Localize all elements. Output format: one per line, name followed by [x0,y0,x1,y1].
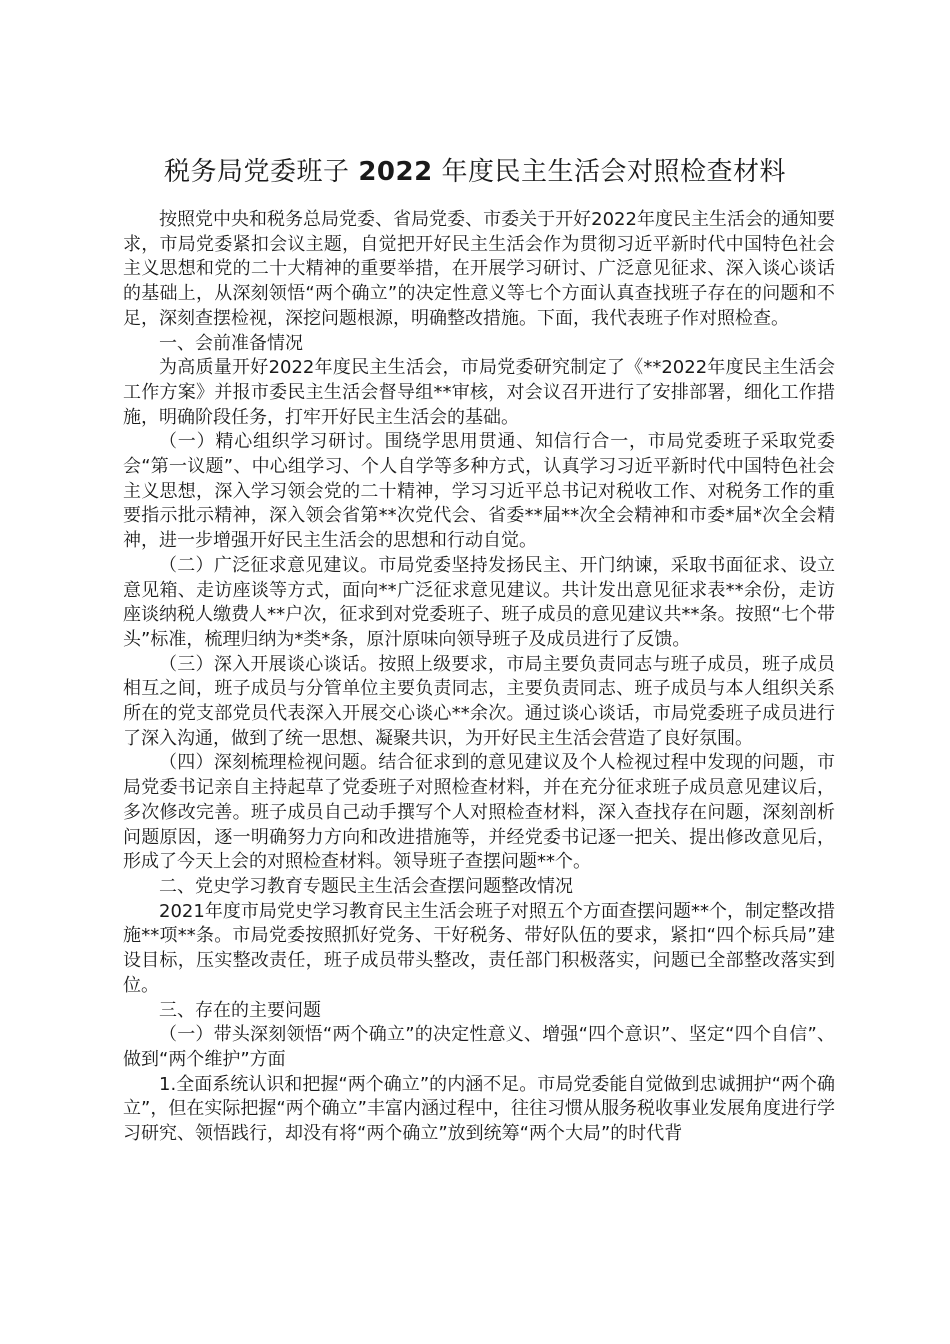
section-heading-2: 二、党史学习教育专题民主生活会查摆问题整改情况 [159,875,573,897]
paragraph-subsection-1-2: （二）广泛征求意见建议。市局党委坚持发扬民主、开门纳谏，采取书面征求、设立意见箱、走访座谈等方式，面向**广泛征求意见建议。共计发出意见征求表**余份，走访座谈纳税人缴费人**户次，征求到对党委班子、班子成员的意见建议共**条。按照“七个带头”标准，梳理归纳为*类*条，原汁原味向领导班子及成员进行了反馈。 [123,554,835,650]
paragraph-section-1: 为高质量开好2022年度民主生活会，市局党委研究制定了《**2022年度民主生活会工作方案》并报市委民主生活会督导组**审核，对会议召开进行了安排部署，细化工作措施，明确阶段任务，打牢开好民主生活会的基础。 [123,357,835,428]
subsection-heading-3-1: （一）带头深刻领悟“两个确立”的决定性意义、增强“四个意识”、坚定“四个自信”、做到“两个维护”方面 [123,1024,835,1070]
document-body [123,208,835,1147]
section-heading-1: 一、会前准备情况 [159,332,303,354]
paragraph-intro: 按照党中央和税务总局党委、省局党委、市委关于开好2022年度民主生活会的通知要求，市局党委紧扣会议主题，自觉把开好民主生活会作为贯彻习近平新时代中国特色社会主义思想和党的二十大精神的重要举措，在开展学习研讨、广泛意见征求、深入谈心谈话的基础上，从深刻领悟“两个确立”的决定性意义等七个方面认真查找班子存在的问题和不足，深刻查摆检视，深挖问题根源，明确整改措施。下面，我代表班子作对照检查。 [123,209,835,329]
document-title: 税务局党委班子 2022 年度民主生活会对照检查材料 [164,157,786,187]
paragraph-item-1: 1.全面系统认识和把握“两个确立”的内涵不足。市局党委能自觉做到忠诚拥护“两个确立”，但在实际把握“两个确立”丰富内涵过程中，往往习惯从服务税收事业发展角度进行学习研究、领悟践行，却没有将“两个确立”放到统筹“两个大局”的时代背 [123,1073,835,1145]
paragraph-subsection-1-1: （一）精心组织学习研讨。围绕学思用贯通、知信行合一，市局党委班子采取党委会“第一议题”、中心组学习、个人自学等多种方式，认真学习习近平新时代中国特色社会主义思想，深入学习领会党的二十精神，学习习近平总书记对税收工作、对税务工作的重要指示批示精神，深入领会省第**次党代会、省委**届**次全会精神和市委*届*次全会精神，进一步增强开好民主生活会的思想和行动自觉。 [123,431,835,552]
paragraph-subsection-1-3: （三）深入开展谈心谈话。按照上级要求，市局主要负责同志与班子成员，班子成员相互之间，班子成员与分管单位主要负责同志，主要负责同志、班子成员与本人组织关系所在的党支部党员代表深入开展交心谈心**余次。通过谈心谈话，市局党委班子成员进行了深入沟通，做到了统一思想、凝聚共识，为开好民主生活会营造了良好氛围。 [123,653,835,749]
paragraph-section-2: 2021年度市局党史学习教育民主生活会班子对照五个方面查摆问题**个，制定整改措施**项**条。市局党委按照抓好党务、干好税务、带好队伍的要求，紧扣“四个标兵局”建设目标，压实整改责任，班子成员带头整改，责任部门积极落实，问题已全部整改落实到位。 [123,900,835,996]
section-heading-3: 三、存在的主要问题 [159,999,321,1021]
paragraph-subsection-1-4: （四）深刻梳理检视问题。结合征求到的意见建议及个人检视过程中发现的问题，市局党委书记亲自主持起草了党委班子对照检查材料，并在充分征求班子成员意见建议后，多次修改完善。班子成员自己动手撰写个人对照检查材料，深入查找存在问题，深刻剖析问题原因，逐一明确努力方向和改进措施等，并经党委书记逐一把关、提出修改意见后，形成了今天上会的对照检查材料。领导班子查摆问题**个。 [123,752,835,873]
